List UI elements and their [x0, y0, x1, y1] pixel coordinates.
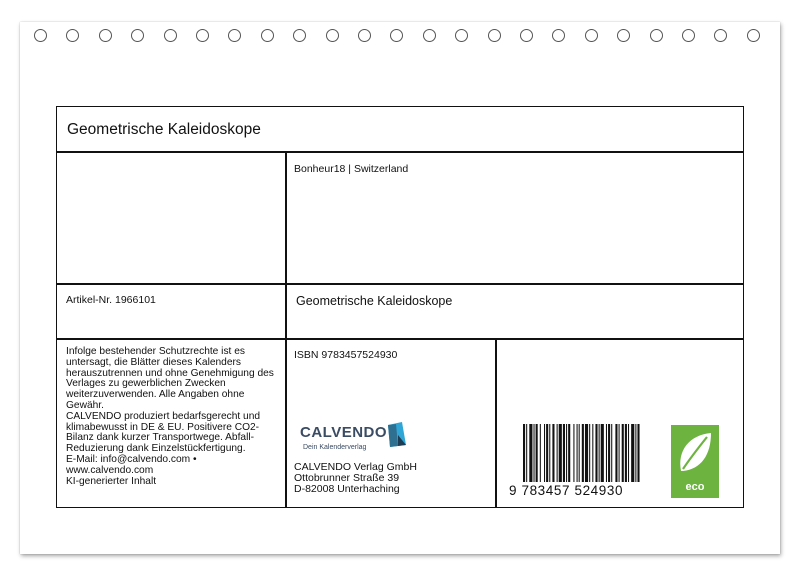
calvendo-logo [300, 420, 410, 456]
barcode-bar [608, 424, 610, 482]
publisher-name: CALVENDO Verlag GmbH [294, 461, 417, 473]
barcode-bar [559, 424, 562, 482]
divider [57, 338, 743, 340]
barcode-bar [615, 424, 617, 482]
barcode-bar [611, 424, 612, 482]
info-table [56, 106, 744, 508]
barcode-bar [631, 424, 634, 482]
author-line: Bonheur18 | Switzerland [294, 163, 409, 175]
logo-brand: CALVENDO [300, 424, 388, 441]
contact-info: E-Mail: info@calvendo.com • www.calvendo.com [66, 453, 197, 476]
binding-ring [34, 29, 47, 42]
barcode-bar [534, 424, 535, 482]
barcode-bar [635, 424, 636, 482]
production-notice: CALVENDO produziert bedarfsgerecht und klimabewusst in DE & EU. Positivere CO2- Bilanz dank kurzer Transportwege. Abfall- Reduzierung dank Einzelstückfertigung. [66, 410, 261, 455]
product-title: Geometrische Kaleidoskope [296, 294, 453, 308]
binding-ring [196, 29, 209, 42]
barcode-bar [637, 424, 639, 482]
binding-ring [261, 29, 274, 42]
ai-note: KI-generierter Inhalt [66, 475, 157, 487]
barcode-bar [549, 424, 550, 482]
barcode-bar [540, 424, 541, 482]
binding-ring [358, 29, 371, 42]
calendar-title: Geometrische Kaleidoskope [67, 121, 261, 138]
barcode-bar [563, 424, 565, 482]
isbn: ISBN 9783457524930 [294, 349, 398, 361]
publisher-city: D-82008 Unterhaching [294, 483, 400, 495]
barcode-bar [577, 424, 578, 482]
logo-tagline: Dein Kalenderverlag [303, 444, 367, 451]
barcode-bar [625, 424, 627, 482]
article-number: Artikel-Nr. 1966101 [66, 294, 156, 306]
leaf-icon [671, 425, 719, 481]
barcode-bar [619, 424, 620, 482]
divider [495, 338, 497, 507]
barcode-bar [585, 424, 588, 482]
binding-ring [650, 29, 663, 42]
barcode-bar [526, 424, 527, 482]
barcode-bar [523, 424, 525, 482]
binding-ring [326, 29, 339, 42]
barcode-bar [601, 424, 604, 482]
binding-ring [747, 29, 760, 42]
calvendo-flag-icon [386, 421, 408, 449]
divider [57, 283, 743, 285]
binding-ring [682, 29, 695, 42]
barcode-bar [606, 424, 607, 482]
barcode-bar [595, 424, 597, 482]
divider [285, 151, 287, 507]
eco-badge [671, 425, 719, 498]
barcode-bar [599, 424, 600, 482]
copyright-notice: Infolge bestehender Schutzrechte ist es untersagt, die Blätter dieses Kalenders herauszutrennen und ohne Genehmigung des Verlages zu gewerblichen Zwecken weiterzuverwenden. Alle Angaben ohne Gewähr. [66, 346, 274, 411]
barcode-bar [557, 424, 558, 482]
binding-ring [585, 29, 598, 42]
barcode-bar [566, 424, 567, 482]
barcode-bar [622, 424, 624, 482]
barcode-digits: 9 783457 524930 [509, 483, 624, 498]
barcode-bar [582, 424, 584, 482]
eco-label: eco [685, 481, 705, 493]
barcode-bar [529, 424, 532, 482]
binding-ring [488, 29, 501, 42]
barcode-bar [579, 424, 580, 482]
publisher-street: Ottobrunner Straße 39 [294, 472, 400, 484]
barcode-bar [552, 424, 554, 482]
binding-ring [99, 29, 112, 42]
binding-ring [520, 29, 533, 42]
binding-ring [423, 29, 436, 42]
barcode-bar [546, 424, 548, 482]
barcode-bar [589, 424, 590, 482]
barcode-bar [568, 424, 570, 482]
divider [57, 151, 743, 153]
barcode-bar [592, 424, 593, 482]
barcode-bar [573, 424, 574, 482]
publisher-address [294, 462, 417, 495]
spiral-binding [0, 0, 800, 40]
binding-ring [164, 29, 177, 42]
legal-info [66, 347, 276, 487]
isbn-barcode [521, 424, 641, 482]
barcode-bar [628, 424, 629, 482]
barcode-bar [536, 424, 538, 482]
barcode-bar [544, 424, 545, 482]
